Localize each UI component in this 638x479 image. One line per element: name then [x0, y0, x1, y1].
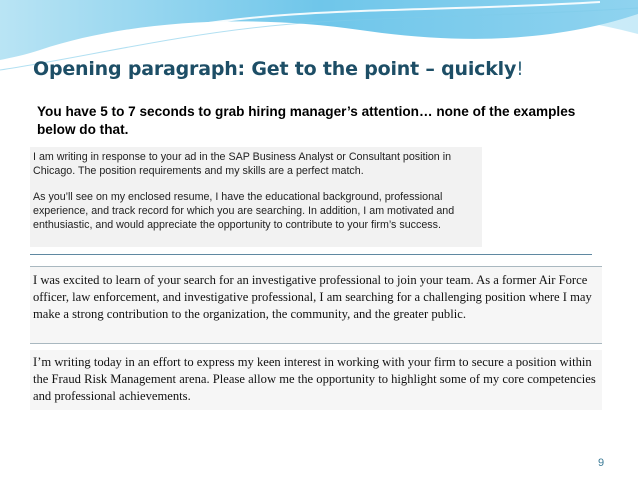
slide-subtitle: You have 5 to 7 seconds to grab hiring manager’s attention… none of the examples below do that.: [37, 104, 576, 137]
excerpt-3-paragraph-1: I’m writing today in an effort to express my keen interest in working with your firm to secure a position within the Fraud Risk Management arena. Please allow me the opportunity to highlight some of my core competencies and professional achievements.: [33, 355, 596, 403]
excerpt-2-paragraph-1: I was excited to learn of your search for an investigative professional to join your team. As a former Air Force officer, law enforcement, and investigative professional, I am searching for a challenging position where I may make a strong contribution to the organization, the community, and the greater public.: [33, 273, 592, 321]
example-letter-excerpt-3: [30, 350, 602, 410]
page-number: 9: [598, 457, 605, 469]
excerpt-1-paragraph-2: As you’ll see on my enclosed resume, I have the educational background, professional experience, and track record for which you are searching. In addition, I am motivated and enthusiastic, and would appreciate the opportunity to contribute to your firm’s success.: [33, 190, 455, 232]
example-letter-excerpt-1: [30, 147, 482, 247]
divider-line: [30, 254, 592, 255]
example-letter-excerpt-2: [30, 266, 602, 344]
slide-title-text: Opening paragraph: Get to the point – quickly: [33, 58, 517, 80]
excerpt-1-paragraph-1: I am writing in response to your ad in the SAP Business Analyst or Consultant position in Chicago. The position requirements and my skills are a perfect match.: [33, 151, 452, 178]
slide-title: [33, 58, 524, 80]
slide-title-exclamation: !: [516, 58, 524, 80]
